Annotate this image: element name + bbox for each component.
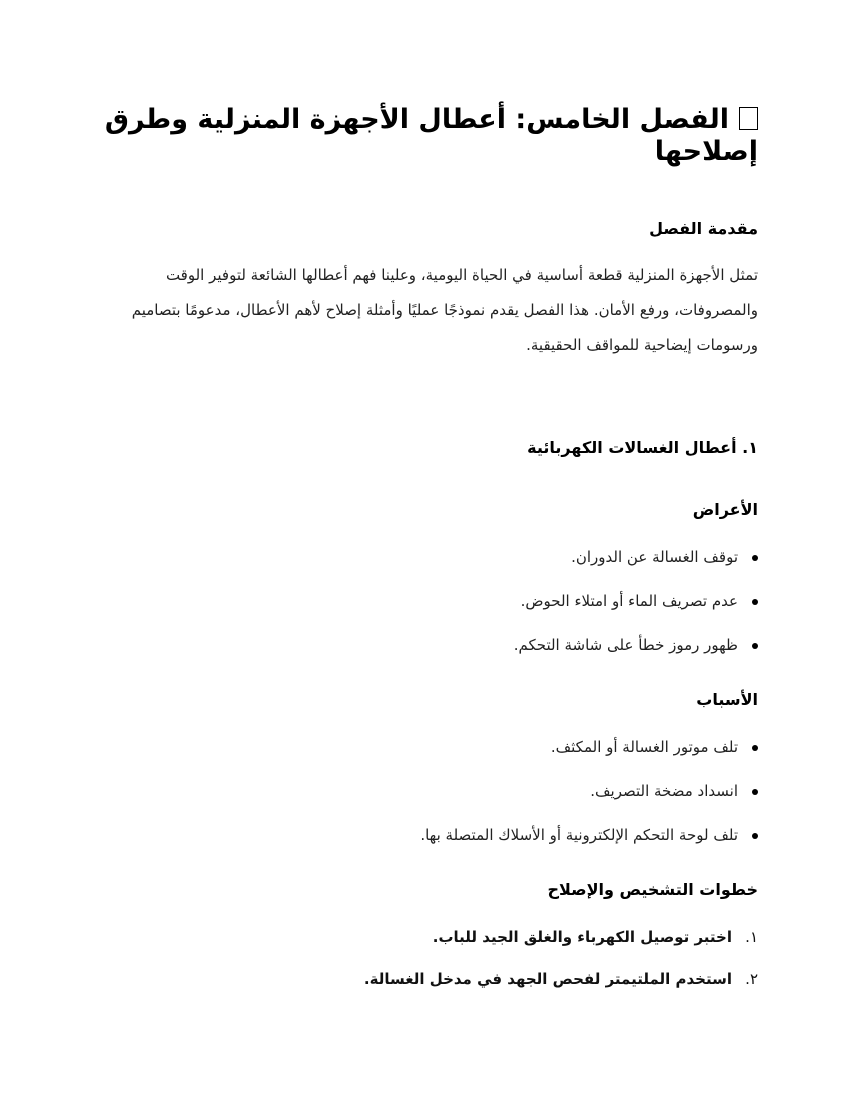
intro-paragraph: تمثل الأجهزة المنزلية قطعة أساسية في الحياة اليومية، وعلينا فهم أعطالها الشائعة لتوفير الوقت والمصروفات، ورفع الأمان. هذا الفصل يقدم نموذجًا عمليًا وأمثلة إصلاح لأهم الأعطال، مدعومًا بتصاميم ورسومات إيضاحية للمواقف الحقيقية. <box>131 266 758 354</box>
list-item <box>420 735 758 779</box>
checkbox-glyph-icon <box>739 107 758 130</box>
symptoms-list <box>514 545 758 677</box>
list-item <box>514 589 758 633</box>
list-item <box>364 925 758 967</box>
list-item <box>420 823 758 867</box>
symptoms-heading: الأعراض <box>692 500 758 519</box>
list-item <box>364 967 758 1009</box>
list-item-text: ظهور رموز خطأ على شاشة التحكم. <box>513 636 738 654</box>
list-item-text: عدم تصريف الماء أو امتلاء الحوض. <box>520 592 738 610</box>
step-text: استخدم الملتيمتر لفحص الجهد في مدخل الغسالة. <box>363 970 732 988</box>
steps-heading: خطوات التشخيص والإصلاح <box>547 880 758 899</box>
bullet-icon <box>752 833 758 839</box>
intro-heading: مقدمة الفصل <box>649 219 758 238</box>
chapter-title-text: الفصل الخامس: أعطال الأجهزة المنزلية وطرق إصلاحها <box>104 104 758 168</box>
step-text: اختبر توصيل الكهرباء والغلق الجيد للباب. <box>432 928 732 946</box>
list-item <box>514 633 758 677</box>
bullet-icon <box>752 643 758 649</box>
list-item <box>514 545 758 589</box>
list-item-text: توقف الغسالة عن الدوران. <box>571 548 738 566</box>
list-item-text: تلف لوحة التحكم الإلكترونية أو الأسلاك المتصلة بها. <box>420 826 738 844</box>
steps-list <box>364 925 758 1009</box>
chapter-title <box>78 104 758 169</box>
list-item-text: تلف موتور الغسالة أو المكثف. <box>550 738 738 756</box>
step-number: ٢. <box>745 970 758 988</box>
list-item-text: انسداد مضخة التصريف. <box>590 782 738 800</box>
causes-list <box>420 735 758 867</box>
causes-heading: الأسباب <box>696 690 758 709</box>
bullet-icon <box>752 789 758 795</box>
bullet-icon <box>752 555 758 561</box>
section-heading-washing-machines: ١. أعطال الغسالات الكهربائية <box>527 438 758 457</box>
bullet-icon <box>752 599 758 605</box>
step-number: ١. <box>745 928 758 946</box>
list-item <box>420 779 758 823</box>
bullet-icon <box>752 745 758 751</box>
